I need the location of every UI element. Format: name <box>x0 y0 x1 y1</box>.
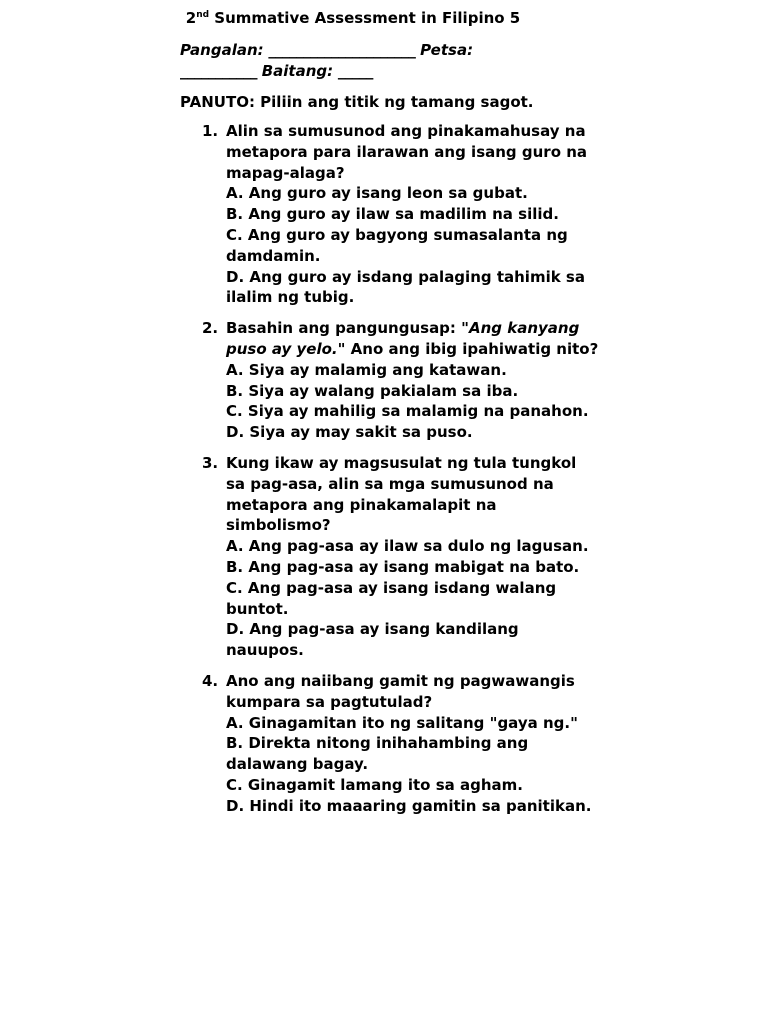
choice-c: C. Siya ay mahilig sa malamig na panahon. <box>226 402 589 421</box>
choice-a: A. Ang pag-asa ay ilaw sa dulo ng lagusan. <box>226 537 589 556</box>
grade-label: Baitang: <box>261 62 334 80</box>
choice-b: B. Ang guro ay ilaw sa madilim na silid. <box>226 205 559 224</box>
choice-a: A. Siya ay malamig ang katawan. <box>226 360 507 379</box>
question-stem: Kung ikaw ay magsusulat ng tula tungkol sa pag-asa, alin sa mga sumusunod na metapora ang pinakamalapit na simbolismo? <box>226 453 577 535</box>
choice-c: C. Ginagamit lamang ito sa agham. <box>226 775 523 794</box>
instructions: PANUTO: Piliin ang titik ng tamang sagot. <box>180 93 534 111</box>
choice-b: B. Siya ay walang pakialam sa iba. <box>226 381 519 400</box>
choice-b: B. Direkta nitong inihahambing ang dalawang bagay. <box>226 734 529 774</box>
page-title <box>143 8 563 28</box>
date-blank: ___________ <box>180 62 262 80</box>
choice-a: A. Ginagamitan ito ng salitang "gaya ng." <box>226 713 578 732</box>
choice-b: B. Ang pag-asa ay isang mabigat na bato. <box>226 557 580 576</box>
question-stem: Ano ang naiibang gamit ng pagwawangis kumpara sa pagtutulad? <box>226 671 575 711</box>
student-info <box>180 40 600 82</box>
name-blank: _____________________ <box>263 41 421 59</box>
question-item <box>180 671 600 817</box>
question-stem <box>226 319 598 358</box>
question-number: 1. <box>202 122 219 140</box>
choice-c: C. Ang guro ay bagyong sumasalanta ng damdamin. <box>226 225 568 265</box>
title-prefix: 2 <box>185 9 197 27</box>
choice-d: D. Ang pag-asa ay isang kandilang nauupos. <box>226 620 519 660</box>
question-item <box>180 121 600 308</box>
title-rest: Summative Assessment in Filipino 5 <box>209 9 521 27</box>
question-number: 3. <box>202 453 219 472</box>
question-item <box>180 318 600 443</box>
question-number: 2. <box>202 319 219 338</box>
question-stem: Alin sa sumusunod ang pinakamahusay na metapora para ilarawan ang isang guro na mapag-alaga? <box>226 122 588 182</box>
grade-blank: _____ <box>333 62 373 80</box>
quoted-sentence: Ang kanyang puso ay yelo. <box>226 319 580 358</box>
question-item <box>180 453 600 661</box>
question-number: 4. <box>202 671 219 690</box>
choice-c: C. Ang pag-asa ay isang isdang walang buntot. <box>226 578 557 618</box>
stem-before: Basahin ang pangungusap: " <box>226 319 469 338</box>
date-label: Petsa: <box>420 41 474 59</box>
name-label: Pangalan: <box>180 41 264 59</box>
choice-a: A. Ang guro ay isang leon sa gubat. <box>226 184 528 203</box>
title-superscript: nd <box>196 10 210 20</box>
stem-after: " Ano ang ibig ipahiwatig nito? <box>337 339 599 358</box>
choice-d: D. Hindi ito maaaring gamitin sa panitikan. <box>226 796 592 815</box>
choice-d: D. Siya ay may sakit sa puso. <box>226 423 473 442</box>
choice-d: D. Ang guro ay isdang palaging tahimik sa ilalim ng tubig. <box>226 267 585 307</box>
worksheet-page <box>180 8 600 827</box>
question-list <box>180 121 600 817</box>
